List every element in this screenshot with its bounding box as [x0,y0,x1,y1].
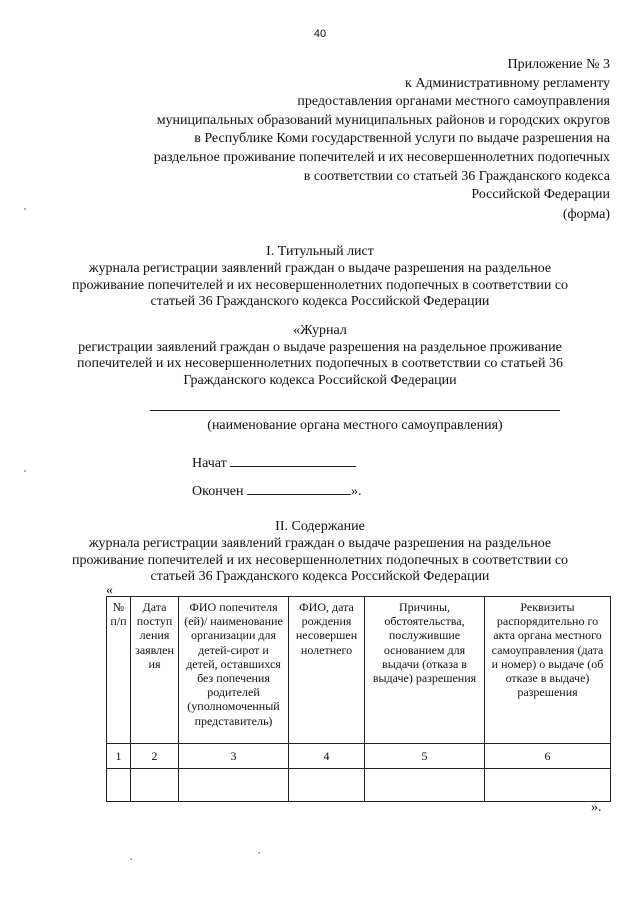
column-header: ФИО, дата рождения несовершен нолетнего [289,597,365,744]
quote-open: « [106,583,113,598]
table-cell [131,769,179,802]
column-number: 2 [131,744,179,769]
appendix-line: в соответствии со статьей 36 Гражданского кодекса [303,168,610,184]
table-cell [179,769,289,802]
appendix-line: Российской Федерации [471,187,610,203]
journal-table [106,596,611,802]
journal-title-line: регистрации заявлений граждан о выдаче разрешения на раздельное проживание [78,339,562,355]
page-number: 40 [313,28,327,40]
column-header: Причины, обстоятельства, послужившие основанием для выдачи (отказа в выдаче) разрешения [365,597,485,744]
org-name-line [150,410,560,411]
section1-heading: I. Титульный лист [266,244,374,259]
subtitle-line: журнала регистрации заявлений граждан о выдаче разрешения на раздельное [88,261,552,276]
appendix-line: Приложение № 3 [507,57,610,72]
appendix-line: в Республике Коми государственной услуги по выдаче разрешения на [194,131,610,147]
column-header: Реквизиты распорядительно го акта органа местного самоуправления (дата и номер) о выдаче (об отказе в выдаче) разрешения [485,597,611,744]
appendix-line: предоставления органами местного самоуправления [297,94,610,110]
ended-label: Окончен [192,484,244,499]
subtitle-line: статьей 36 Гражданского кодекса Российской Федерации [150,294,490,309]
column-header: ФИО попечителя (ей)/ наименование организации для детей-сирот и детей, оставшихся без попечения родителей (уполномоченный представитель) [179,597,289,744]
journal-title [0,323,640,389]
started-blank [230,452,356,467]
appendix-line: раздельное проживание попечителей и их несовершеннолетних подопечных [153,149,610,165]
appendix-header [154,56,610,205]
column-number: 4 [289,744,365,769]
table-header-row [107,597,611,744]
form-label: (форма) [562,207,610,222]
column-number: 3 [179,744,289,769]
column-header: № п/п [107,597,131,744]
started-field [192,452,356,472]
appendix-line: к Административному регламенту [405,75,610,91]
journal-title-line: попечителей и их несовершеннолетних подопечных в соответствии со статьей 36 [76,356,563,371]
table-cell [107,769,131,802]
table-cell [365,769,485,802]
section2-heading: II. Содержание [275,519,365,534]
scan-speck [258,852,260,854]
section2-subtitle [0,536,640,586]
column-number: 6 [485,744,611,769]
journal-title-line: «Журнал [293,323,347,338]
table-row [107,769,611,802]
ended-blank [247,480,351,495]
org-name-caption: (наименование органа местного самоуправления) [207,418,503,433]
scan-speck [130,858,132,860]
appendix-line: муниципальных образований муниципальных районов и городских округов [156,112,610,128]
subtitle-line: статьей 36 Гражданского кодекса Российской Федерации [150,569,490,584]
table-row [107,744,611,769]
scan-speck [24,470,26,472]
column-header: Дата поступ ления заявлен ия [131,597,179,744]
journal-title-line: Гражданского кодекса Российской Федерации [183,372,457,388]
subtitle-line: проживание попечителей и их несовершеннолетних подопечных в соответствии со [71,552,569,568]
section1-subtitle [0,261,640,311]
column-number: 1 [107,744,131,769]
scan-speck [24,208,26,210]
quote-close: ». [591,800,602,815]
table-cell [289,769,365,802]
subtitle-line: проживание попечителей и их несовершеннолетних подопечных в соответствии со [71,277,569,293]
column-number: 5 [365,744,485,769]
subtitle-line: журнала регистрации заявлений граждан о выдаче разрешения на раздельное [88,536,552,551]
ended-field [192,480,361,500]
ended-suffix: ». [350,484,362,499]
table-cell [485,769,611,802]
started-label: Начат [192,456,227,471]
